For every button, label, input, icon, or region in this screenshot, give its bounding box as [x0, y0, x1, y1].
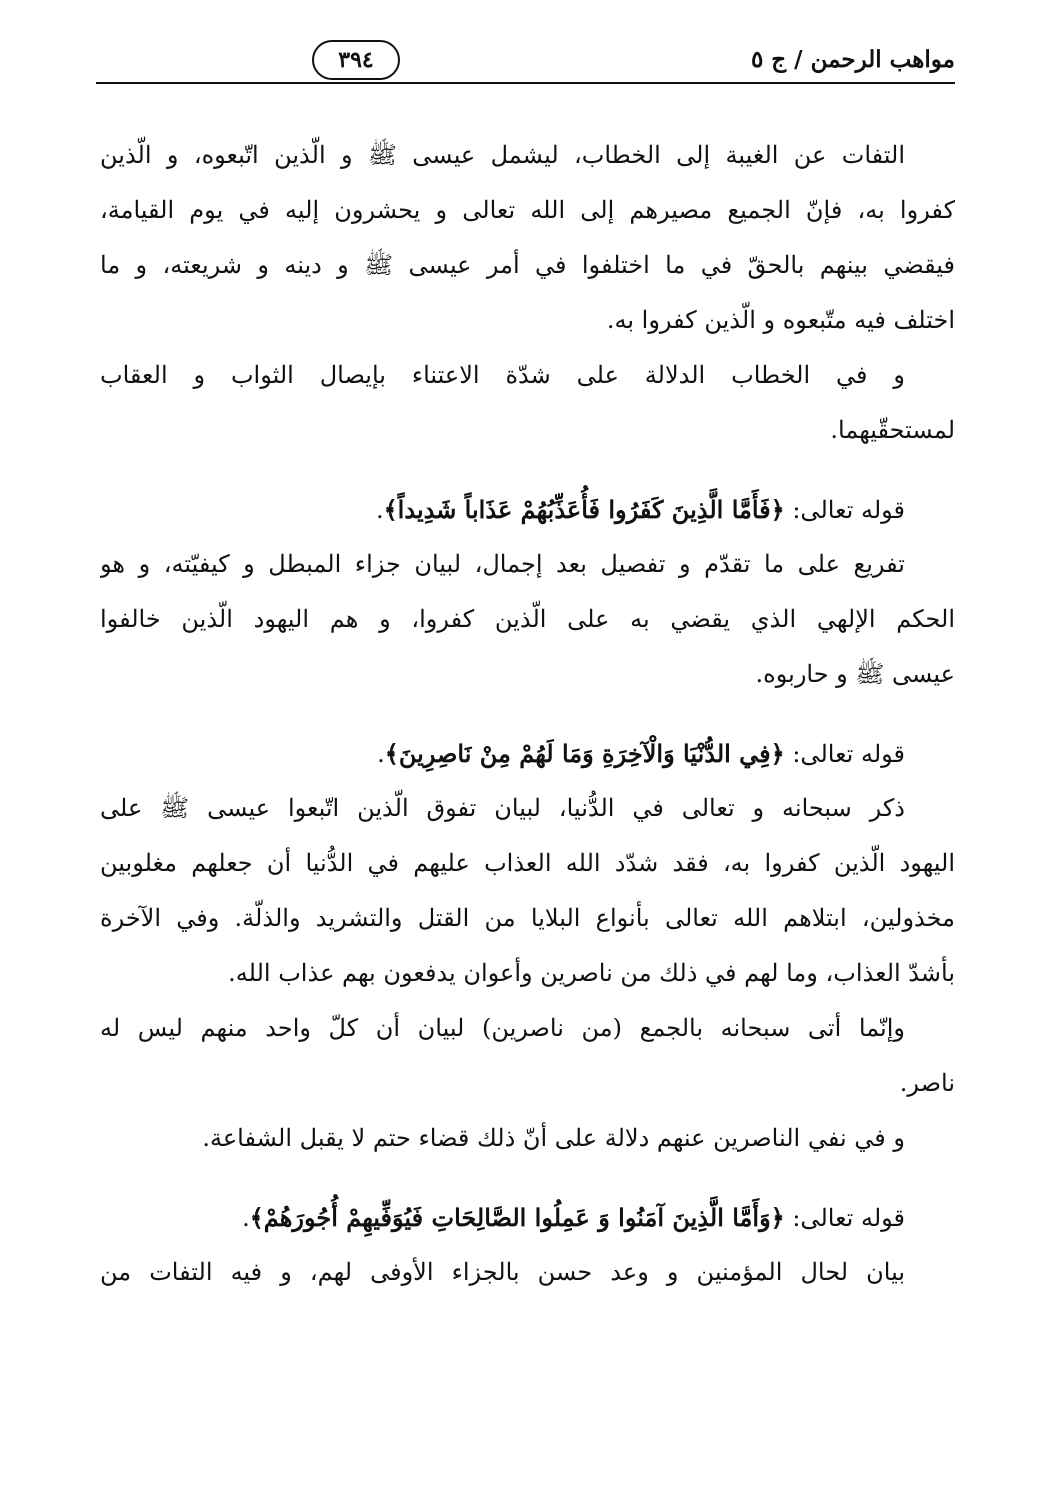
- page-header: [96, 40, 955, 86]
- text-line: تفريع على ما تقدّم و تفصيل بعد إجمال، لبيان جزاء المبطل و كيفيّته، و هو: [100, 550, 905, 578]
- quran-verse: ﴿فَأَمَّا الَّذِينَ كَفَرُوا فَأُعَذِّبُهُمْ عَذَاباً شَدِيداً﴾: [383, 495, 785, 524]
- verse-intro: قوله تعالى:: [784, 740, 905, 768]
- verse-line: [100, 726, 955, 781]
- text-line: لمستحقّيهما.: [830, 416, 955, 444]
- text-line: كفروا به، فإنّ الجميع مصيرهم إلى الله تعالى و يحشرون إليه في يوم القيامة،: [100, 196, 955, 224]
- body-text: [100, 128, 955, 1300]
- text-line: الحكم الإلهي الذي يقضي به على الّذين كفروا، و هم اليهود الّذين خالفوا: [100, 605, 955, 633]
- verse-intro: قوله تعالى:: [784, 1204, 905, 1232]
- quran-verse: ﴿فِي الدُّنْيَا وَالْآخِرَةِ وَمَا لَهُمْ مِنْ نَاصِرِينَ﴾: [384, 739, 785, 768]
- quran-verse: ﴿وَأَمَّا الَّذِينَ آمَنُوا وَ عَمِلُوا الصَّالِحَاتِ فَيُوَفِّيهِمْ أُجُورَهُمْ﴾: [249, 1203, 785, 1232]
- verse-end: .: [377, 740, 385, 768]
- text-line: و في نفي الناصرين عنهم دلالة على أنّ ذلك قضاء حتم لا يقبل الشفاعة.: [202, 1124, 905, 1152]
- verse-end: .: [242, 1204, 250, 1232]
- running-title: مواهب الرحمن / ج ٥: [750, 46, 955, 73]
- text-line: وإنّما أتى سبحانه بالجمع (من ناصرين) لبيان أن كلّ واحد منهم ليس له: [100, 1014, 905, 1042]
- page-number-badge: ٣٩٤: [312, 40, 400, 80]
- text-line: اليهود الّذين كفروا به، فقد شدّد الله العذاب عليهم في الدُّنيا أن جعلهم مغلوبين: [100, 849, 955, 877]
- text-line: مخذولين، ابتلاهم الله تعالى بأنواع البلايا من القتل والتشريد والذلّة. وفي الآخرة: [100, 904, 955, 932]
- text-line: ذكر سبحانه و تعالى في الدُّنيا، لبيان تفوق الّذين اتّبعوا عيسى ﷺ على: [100, 794, 905, 822]
- text-line: بيان لحال المؤمنين و وعد حسن بالجزاء الأوفى لهم، و فيه التفات من: [100, 1258, 905, 1286]
- text-line: و في الخطاب الدلالة على شدّة الاعتناء بإيصال الثواب و العقاب: [100, 361, 905, 389]
- text-line: اختلف فيه متّبعوه و الّذين كفروا به.: [606, 306, 955, 334]
- header-rule: [96, 82, 955, 84]
- text-line: فيقضي بينهم بالحقّ في ما اختلفوا في أمر عيسى ﷺ و دينه و شريعته، و ما: [100, 251, 955, 279]
- text-line: بأشدّ العذاب، وما لهم في ذلك من ناصرين وأعوان يدفعون بهم عذاب الله.: [228, 959, 955, 987]
- text-line: عيسى ﷺ و حاربوه.: [755, 660, 955, 688]
- text-line: التفات عن الغيبة إلى الخطاب، ليشمل عيسى ﷺ و الّذين اتّبعوه، و الّذين: [100, 141, 905, 169]
- text-line: ناصر.: [899, 1069, 955, 1097]
- verse-line: [100, 1190, 955, 1245]
- verse-intro: قوله تعالى:: [784, 496, 905, 524]
- verse-end: .: [375, 496, 384, 524]
- verse-line: [100, 482, 955, 537]
